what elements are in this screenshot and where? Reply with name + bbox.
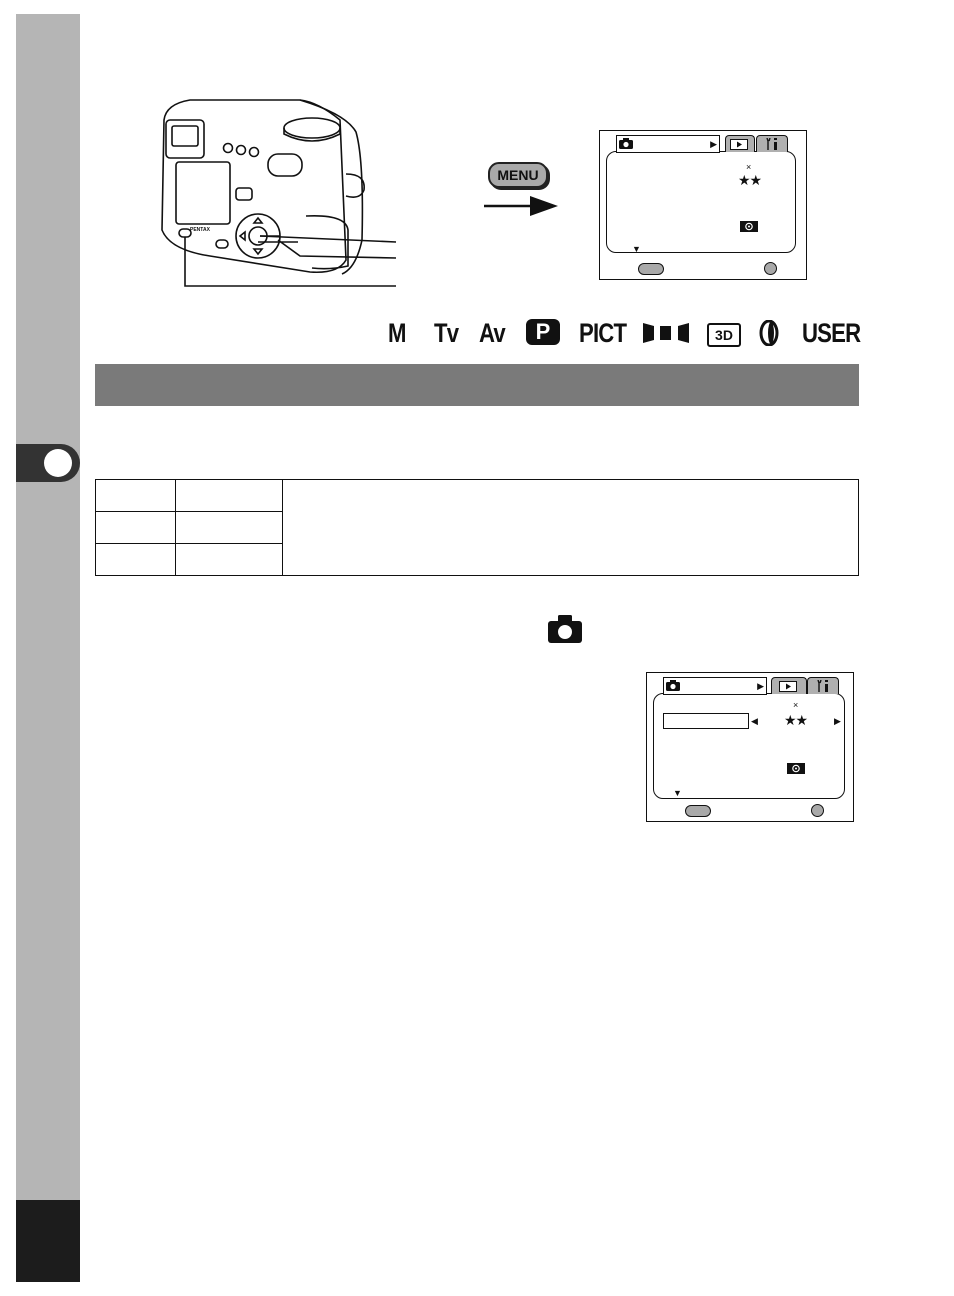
mode-picture: PICT [579,318,627,348]
lcd-menu-screen-top [599,130,807,280]
right-arrow-icon: ▶ [710,139,717,149]
right-arrow-icon: ▶ [757,681,764,691]
mode-3d: 3D [707,323,741,347]
tab-playback [771,677,807,694]
table-cell [176,512,283,544]
side-bar-footer [16,1200,80,1282]
quality-stars: ★★ [738,172,762,188]
lcd-menu-frame [653,693,845,799]
mode-user: USER [802,318,861,348]
camera-illustration [150,90,400,290]
playback-icon [730,139,748,150]
table-cell [96,480,176,512]
left-arrow-icon: ◀ [751,716,758,726]
scroll-down-icon: ▼ [673,788,682,798]
cross-mark: × [793,700,799,710]
tab-setup [756,135,788,152]
digital-filter-icon [759,320,779,346]
mode-program: P [526,319,560,345]
arrow-right-icon [484,194,560,218]
menu-key: MENU [488,162,548,188]
tab-capture [616,135,720,153]
chapter-marker [44,449,72,477]
camera-brand-label: PENTAX [190,227,210,233]
metering-icon [740,221,758,232]
table-cell [96,512,176,544]
mode-manual: M [388,318,406,348]
tab-capture [663,677,767,695]
table-row [96,480,859,512]
table-cell [96,544,176,576]
menu-button-indicator [685,805,711,817]
quality-stars: ★★ [784,712,808,728]
settings-table [95,479,859,576]
table-cell [176,544,283,576]
ok-button-indicator [811,804,824,817]
menu-button-indicator [638,263,664,275]
lcd-menu-screen-bottom [646,672,854,822]
right-arrow-icon: ▶ [834,716,841,726]
lcd-menu-frame [606,151,796,253]
camera-icon [548,615,582,643]
playback-icon [779,681,797,692]
setup-wrench-icon [765,138,779,150]
selected-menu-item [663,713,749,729]
scroll-down-icon: ▼ [632,244,641,254]
setup-wrench-icon [816,680,830,692]
camera-icon [619,138,633,149]
tab-setup [807,677,839,694]
metering-icon [787,763,805,774]
camera-icon [666,680,680,691]
mode-aperture-priority: Av [479,318,505,348]
table-description-cell [283,480,859,576]
mode-shutter-priority: Tv [434,318,459,348]
section-title-band [95,364,859,406]
panorama-icon [643,322,689,344]
cross-mark: × [746,162,752,172]
tab-playback [725,135,755,152]
side-bar [16,14,80,1200]
table-cell [176,480,283,512]
ok-button-indicator [764,262,777,275]
